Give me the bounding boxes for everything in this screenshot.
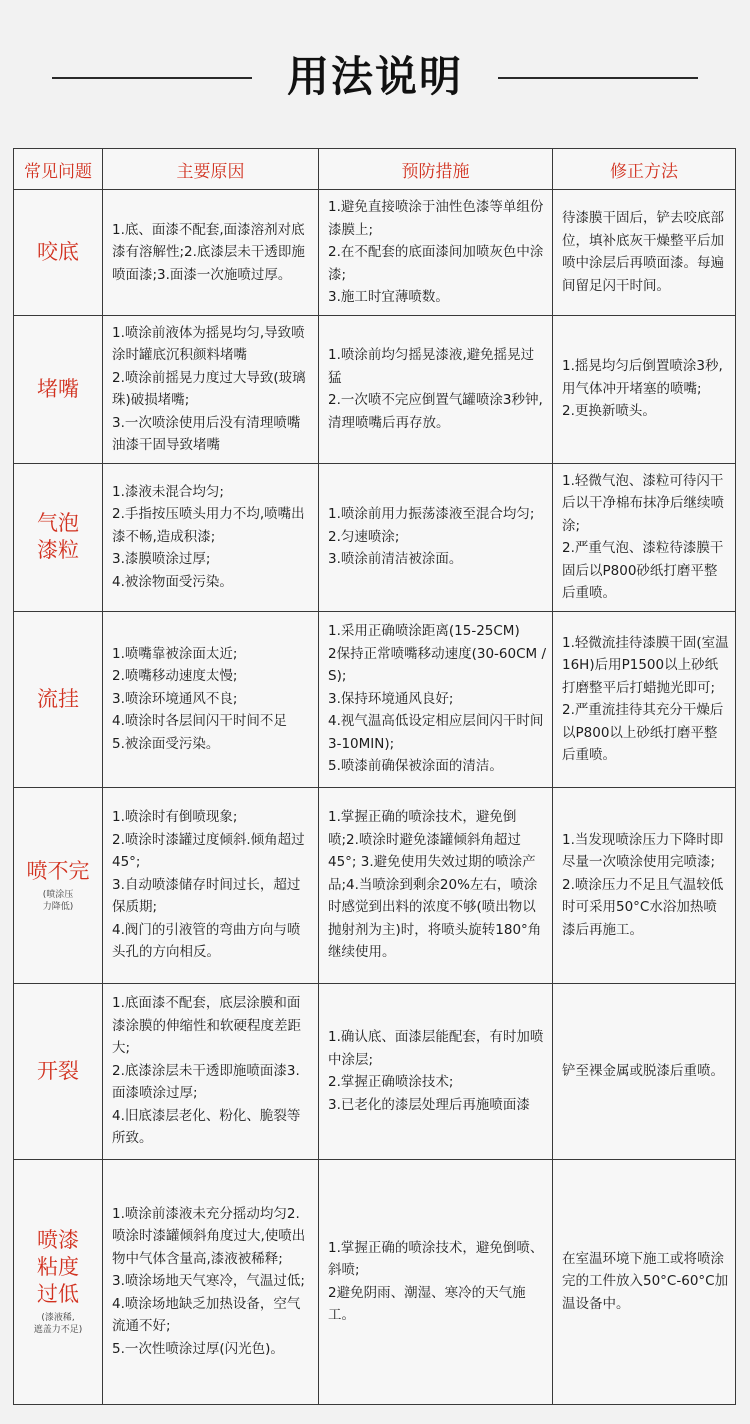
prevention-cell: 1.掌握正确的喷涂技术，避免倒喷;2.喷涂时避免漆罐倾斜角超过45°; 3.避免使用失效过期的喷涂产品;4.当喷涂到剩余20%左右，喷涂时感觉到出料的浓度不够(喷出物以抛射剂为主)时，将喷头旋转180°角继续使用。	[319, 787, 553, 983]
problem-cell	[14, 787, 103, 983]
header-cause: 主要原因	[103, 149, 319, 190]
fix-cell: 1.轻微气泡、漆粒可待闪干后以干净棉布抹净后继续喷涂; 2.严重气泡、漆粒待漆膜干固后以P800砂纸打磨平整后重喷。	[553, 463, 736, 611]
problem-name: 流挂	[37, 686, 79, 711]
prevention-cell: 1.避免直接喷涂于油性色漆等单组份漆膜上; 2.在不配套的底面漆间加喷灰色中涂漆; 3.施工时宜薄喷数。	[319, 190, 553, 316]
prevention-cell: 1.掌握正确的喷涂技术，避免倒喷、斜喷; 2避免阴雨、潮湿、寒冷的天气施工。	[319, 1159, 553, 1404]
problem-cell	[14, 983, 103, 1159]
fix-cell: 在室温环境下施工或将喷涂完的工件放入50°C-60°C加温设备中。	[553, 1159, 736, 1404]
table-row	[14, 611, 736, 787]
problem-name: 咬底	[37, 239, 79, 264]
header-fix: 修正方法	[553, 149, 736, 190]
table-row	[14, 983, 736, 1159]
problem-cell	[14, 611, 103, 787]
table-row	[14, 463, 736, 611]
title-divider-right	[498, 77, 698, 79]
cause-cell: 1.喷涂前漆液未充分摇动均匀2.喷涂时漆罐倾斜角度过大,使喷出物中气体含量高,漆液被稀释; 3.喷涂场地天气寒冷，气温过低; 4.喷涂场地缺乏加热设备，空气流通不好; 5.一次性喷涂过厚(闪光色)。	[103, 1159, 319, 1404]
problem-cell	[14, 463, 103, 611]
troubleshooting-table	[13, 148, 736, 1405]
cause-cell: 1.喷涂前液体为摇晃均匀,导致喷涂时罐底沉积颜料堵嘴 2.喷涂前摇晃力度过大导致(玻璃珠)破损堵嘴; 3.一次喷涂使用后没有清理喷嘴油漆干固导致堵嘴	[103, 315, 319, 463]
cause-cell: 1.底面漆不配套，底层涂膜和面漆涂膜的伸缩性和软硬程度差距大; 2.底漆涂层未干透即施喷面漆3.面漆喷涂过厚; 4.旧底漆层老化、粉化、脆裂等所致。	[103, 983, 319, 1159]
cause-cell: 1.喷嘴靠被涂面太近; 2.喷嘴移动速度太慢; 3.喷涂环境通风不良; 4.喷涂时各层间闪干时间不足 5.被涂面受污染。	[103, 611, 319, 787]
prevention-cell: 1.采用正确喷涂距离(15-25CM) 2保持正常喷嘴移动速度(30-60CM / S); 3.保持环境通风良好; 4.视气温高低设定相应层间闪干时间3-10MIN); 5.喷漆前确保被涂面的清洁。	[319, 611, 553, 787]
page-title: 用法说明	[286, 52, 463, 101]
problem-name: 开裂	[37, 1058, 79, 1083]
prevention-cell: 1.喷涂前用力振荡漆液至混合均匀; 2.匀速喷涂; 3.喷涂前清洁被涂面。	[319, 463, 553, 611]
problem-name: 喷不完	[26, 858, 90, 883]
table-row	[14, 787, 736, 983]
header-problem: 常见问题	[14, 149, 103, 190]
problem-name: 气泡 漆粒	[37, 511, 79, 562]
fix-cell: 铲至裸金属或脱漆后重喷。	[553, 983, 736, 1159]
prevention-cell: 1.确认底、面漆层能配套，有时加喷中涂层; 2.掌握正确喷涂技术; 3.已老化的漆层处理后再施喷面漆	[319, 983, 553, 1159]
cause-cell: 1.喷涂时有倒喷现象; 2.喷涂时漆罐过度倾斜.倾角超过45°; 3.自动喷漆储存时间过长，超过保质期; 4.阀门的引液管的弯曲方向与喷头孔的方向相反。	[103, 787, 319, 983]
problem-cell	[14, 1159, 103, 1404]
prevention-cell: 1.喷涂前均匀摇晃漆液,避免摇晃过猛 2.一次喷不完应倒置气罐喷涂3秒钟,清理喷嘴后再存放。	[319, 315, 553, 463]
table-row	[14, 190, 736, 316]
cause-cell: 1.漆液未混合均匀; 2.手指按压喷头用力不均,喷嘴出漆不畅,造成积漆; 3.漆膜喷涂过厚; 4.被涂物面受污染。	[103, 463, 319, 611]
problem-note: (喷涂压 力降低)	[42, 889, 74, 912]
problem-cell	[14, 190, 103, 316]
table-row	[14, 315, 736, 463]
fix-cell: 1.当发现喷涂压力下降时即尽量一次喷涂使用完喷漆; 2.喷涂压力不足且气温较低时可采用50°C水浴加热喷漆后再施工。	[553, 787, 736, 983]
fix-cell: 1.摇晃均匀后倒置喷涂3秒,用气体冲开堵塞的喷嘴; 2.更换新喷头。	[553, 315, 736, 463]
fix-cell: 待漆膜干固后，铲去咬底部位，填补底灰干燥整平后加喷中涂层后再喷面漆。每遍间留足闪干时间。	[553, 190, 736, 316]
problem-name: 堵嘴	[37, 376, 79, 401]
problem-name: 喷漆 粘度 过低	[37, 1228, 79, 1306]
header-prevention: 预防措施	[319, 149, 553, 190]
header-row	[14, 149, 736, 190]
table-row	[14, 1159, 736, 1404]
fix-cell: 1.轻微流挂待漆膜干固(室温16H)后用P1500以上砂纸打磨整平后打蜡抛光即可; 2.严重流挂待其充分干燥后以P800以上砂纸打磨平整后重喷。	[553, 611, 736, 787]
problem-cell	[14, 315, 103, 463]
problem-note: (漆液稀, 遮盖力不足)	[33, 1313, 83, 1335]
title-area	[0, 0, 750, 150]
cause-cell: 1.底、面漆不配套,面漆溶剂对底漆有溶解性;2.底漆层未干透即施喷面漆;3.面漆一次施喷过厚。	[103, 190, 319, 316]
